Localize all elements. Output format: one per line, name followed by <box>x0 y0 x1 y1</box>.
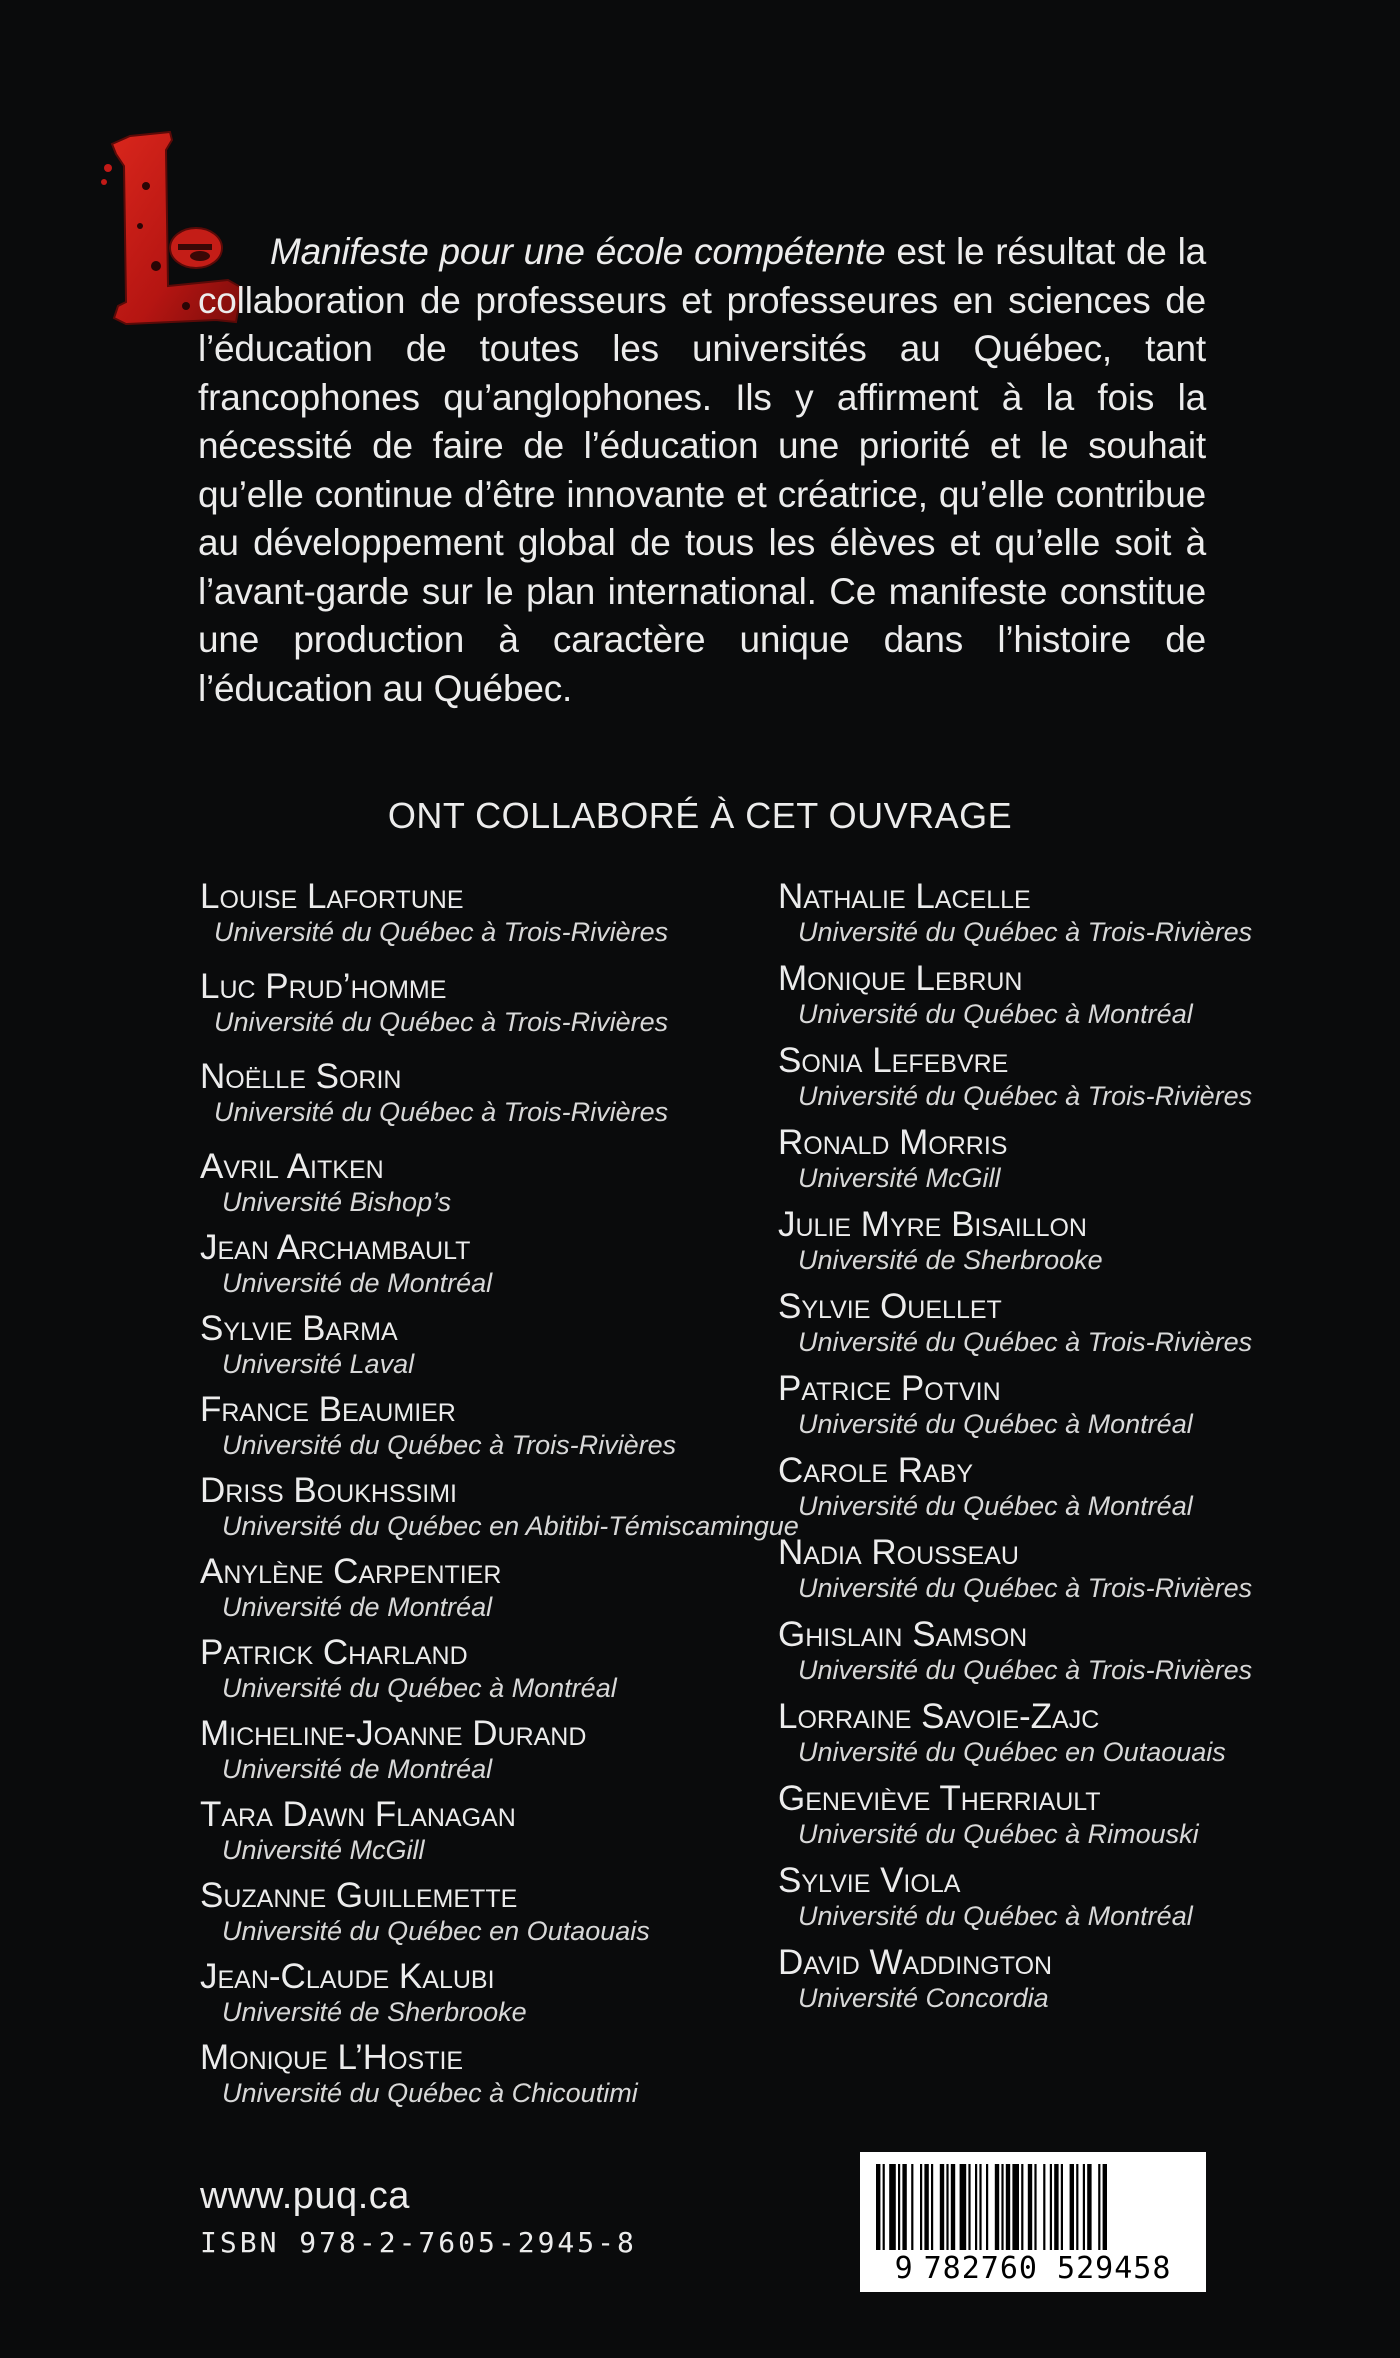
barcode-bar <box>1050 2164 1052 2250</box>
barcode-bar <box>946 2164 948 2250</box>
contributor-entry <box>200 1958 760 2028</box>
contributor-name: Monique L’Hostie <box>200 2038 464 2077</box>
contributor-university: Université du Québec à Trois-Rivières <box>798 1655 1253 1685</box>
barcode-bar <box>911 2164 913 2250</box>
barcode-bar <box>975 2164 977 2250</box>
intro-text: est le résultat de la collaboration de professeurs et professeures en sciences de l’éducation de toutes les universités au Québec, tant francophones qu’anglophones. Ils y affirment à la fois la nécessité de faire de l’éducation une priorité et le souhait qu’elle continue d’être innovante et créatrice, qu’elle contribue au développement global de tous les élèves et qu’elle soit à l’avant-garde sur le plan international. Ce manifeste constitue une production à caractère unique dans l’histoire de l’éducation au Québec. <box>198 231 1206 709</box>
contributor-university: Université du Québec à Chicoutimi <box>222 2078 638 2108</box>
contributor-university: Université du Québec à Montréal <box>798 1491 1193 1521</box>
barcode-bars <box>874 2164 1192 2250</box>
barcode-number <box>860 2251 1206 2286</box>
barcode <box>860 2152 1206 2292</box>
contributor-university: Université du Québec à Trois-Rivières <box>798 917 1253 947</box>
contributor-university: Université du Québec à Trois-Rivières <box>214 1097 669 1127</box>
contributor-name: Ronald Morris <box>778 1123 1008 1162</box>
contributor-entry <box>778 960 1338 1030</box>
contributor-entry <box>778 1944 1338 2014</box>
contributor-university: Université de Montréal <box>222 1268 493 1298</box>
contributor-university: Université Bishop’s <box>222 1187 452 1217</box>
contributor-name: Sylvie Viola <box>778 1861 961 1900</box>
contributor-university: Université du Québec à Trois-Rivières <box>798 1081 1253 1111</box>
barcode-bar <box>898 2164 900 2250</box>
barcode-bar <box>1061 2164 1063 2250</box>
contributor-entry <box>778 1780 1338 1850</box>
contributor-university: Université du Québec à Trois-Rivières <box>798 1327 1253 1357</box>
contributor-entry <box>200 1148 760 1218</box>
contributor-name: David Waddington <box>778 1943 1053 1982</box>
contributors-right-column <box>778 878 1338 2026</box>
contributor-name: Noëlle Sorin <box>200 1057 402 1096</box>
contributor-university: Université Concordia <box>798 1983 1049 2013</box>
contributor-name: Micheline-Joanne Durand <box>200 1714 587 1753</box>
contributor-name: Geneviève Therriault <box>778 1779 1101 1818</box>
barcode-bar <box>968 2164 970 2250</box>
barcode-bar <box>1006 2164 1010 2250</box>
contributor-name: Nadia Rousseau <box>778 1533 1019 1572</box>
contributor-name: Louise Lafortune <box>200 877 464 916</box>
contributor-name: Carole Raby <box>778 1451 974 1490</box>
contributor-university: Université de Montréal <box>222 1592 493 1622</box>
barcode-bar <box>889 2164 896 2250</box>
contributor-name: Sylvie Barma <box>200 1309 398 1348</box>
barcode-bar <box>1054 2164 1058 2250</box>
contributor-entry <box>778 1862 1338 1932</box>
contributor-university: Université de Sherbrooke <box>222 1997 527 2027</box>
website-link[interactable]: www.puq.ca <box>200 2175 410 2217</box>
contributor-entry <box>200 1310 760 1380</box>
contributor-university: Université du Québec à Montréal <box>222 1673 617 1703</box>
contributor-university: Université du Québec en Outaouais <box>798 1737 1226 1767</box>
barcode-bar <box>1028 2164 1032 2250</box>
contributor-university: Université du Québec à Trois-Rivières <box>214 1007 669 1037</box>
barcode-digits: 782760 529458 <box>923 2251 1172 2286</box>
barcode-bar <box>1087 2164 1091 2250</box>
contributor-entry <box>778 1288 1338 1358</box>
barcode-bar <box>979 2164 981 2250</box>
contributor-name: Sylvie Ouellet <box>778 1287 1002 1326</box>
contributor-entry <box>778 1124 1338 1194</box>
contributor-name: Avril Aitken <box>200 1147 384 1186</box>
contributor-name: Jean Archambault <box>200 1228 471 1267</box>
contributor-name: Nathalie Lacelle <box>778 877 1031 916</box>
contributor-entry <box>200 1058 760 1128</box>
barcode-bar <box>883 2164 885 2250</box>
contributor-entry <box>778 878 1338 948</box>
contributor-entry <box>778 1616 1338 1686</box>
contributor-entry <box>200 1553 760 1623</box>
contributor-entry <box>200 1796 760 1866</box>
barcode-bar <box>1021 2164 1023 2250</box>
contributor-name: Luc Prud’homme <box>200 967 447 1006</box>
contributor-name: Anylène Carpentier <box>200 1552 502 1591</box>
book-title: Manifeste pour une école compétente <box>270 231 886 272</box>
barcode-bar <box>876 2164 880 2250</box>
contributor-university: Université du Québec à Rimouski <box>798 1819 1199 1849</box>
contributor-entry <box>778 1698 1338 1768</box>
contributor-entry <box>200 1634 760 1704</box>
contributors-left-column <box>200 877 799 2120</box>
contributor-university: Université du Québec à Trois-Rivières <box>214 917 669 947</box>
barcode-bar <box>1001 2164 1003 2250</box>
isbn-text: ISBN 978-2-7605-2945-8 <box>200 2226 637 2259</box>
contributor-university: Université Laval <box>222 1349 415 1379</box>
contributor-entry <box>778 1534 1338 1604</box>
contributor-entry <box>200 2039 760 2109</box>
contributor-name: Suzanne Guillemette <box>200 1876 518 1915</box>
contributor-entry <box>200 1229 760 1299</box>
contributor-entry <box>200 1391 760 1461</box>
contributor-entry <box>200 1471 799 1542</box>
contributor-university: Université de Montréal <box>222 1754 493 1784</box>
contributor-entry <box>200 1715 760 1785</box>
barcode-bar <box>931 2164 933 2250</box>
contributor-university: Université McGill <box>798 1163 1001 1193</box>
contributor-entry <box>200 878 760 948</box>
barcode-bar <box>995 2164 999 2250</box>
barcode-bar <box>951 2164 955 2250</box>
contributor-name: Lorraine Savoie-Zajc <box>778 1697 1100 1736</box>
barcode-bar <box>1034 2164 1036 2250</box>
contributor-entry <box>200 1877 760 1947</box>
contributor-entry <box>778 1206 1338 1276</box>
contributor-name: Tara Dawn Flanagan <box>200 1795 516 1834</box>
contributor-entry <box>778 1452 1338 1522</box>
barcode-bar <box>960 2164 967 2250</box>
barcode-bar <box>1098 2164 1100 2250</box>
barcode-bar <box>986 2164 988 2250</box>
barcode-bar <box>1070 2164 1074 2250</box>
barcode-bar <box>1076 2164 1078 2250</box>
contributor-name: Sonia Lefebvre <box>778 1041 1009 1080</box>
barcode-bar <box>920 2164 922 2250</box>
contributor-entry <box>778 1042 1338 1112</box>
contributor-name: France Beaumier <box>200 1390 456 1429</box>
barcode-bar <box>924 2164 928 2250</box>
contributor-entry <box>200 968 760 1038</box>
contributor-university: Université du Québec à Trois-Rivières <box>798 1573 1253 1603</box>
contributor-university: Université McGill <box>222 1835 425 1865</box>
intro-paragraph <box>198 228 1206 713</box>
contributor-university: Université du Québec à Trois-Rivières <box>222 1430 677 1460</box>
contributor-university: Université de Sherbrooke <box>798 1245 1103 1275</box>
contributor-university: Université du Québec en Outaouais <box>222 1916 650 1946</box>
contributor-university: Université du Québec à Montréal <box>798 1901 1193 1931</box>
collaborators-heading: ONT COLLABORÉ À CET OUVRAGE <box>387 795 1013 836</box>
contributor-name: Patrice Potvin <box>778 1369 1001 1408</box>
contributor-university: Université du Québec à Montréal <box>798 1409 1193 1439</box>
barcode-lead-digit: 9 <box>894 2251 914 2286</box>
contributor-university: Université du Québec en Abitibi-Témiscamingue <box>222 1511 799 1541</box>
barcode-bar <box>1043 2164 1045 2250</box>
contributor-name: Julie Myre Bisaillon <box>778 1205 1087 1244</box>
barcode-bar <box>1103 2164 1107 2250</box>
barcode-bar <box>940 2164 944 2250</box>
barcode-bar <box>1012 2164 1019 2250</box>
contributor-name: Ghislain Samson <box>778 1615 1028 1654</box>
contributor-name: Patrick Charland <box>200 1633 468 1672</box>
contributor-name: Jean-Claude Kalubi <box>200 1957 495 1996</box>
contributor-name: Driss Boukhssimi <box>200 1471 457 1510</box>
contributor-university: Université du Québec à Montréal <box>798 999 1193 1029</box>
barcode-bar <box>902 2164 906 2250</box>
barcode-bar <box>1083 2164 1085 2250</box>
contributor-name: Monique Lebrun <box>778 959 1023 998</box>
contributor-entry <box>778 1370 1338 1440</box>
